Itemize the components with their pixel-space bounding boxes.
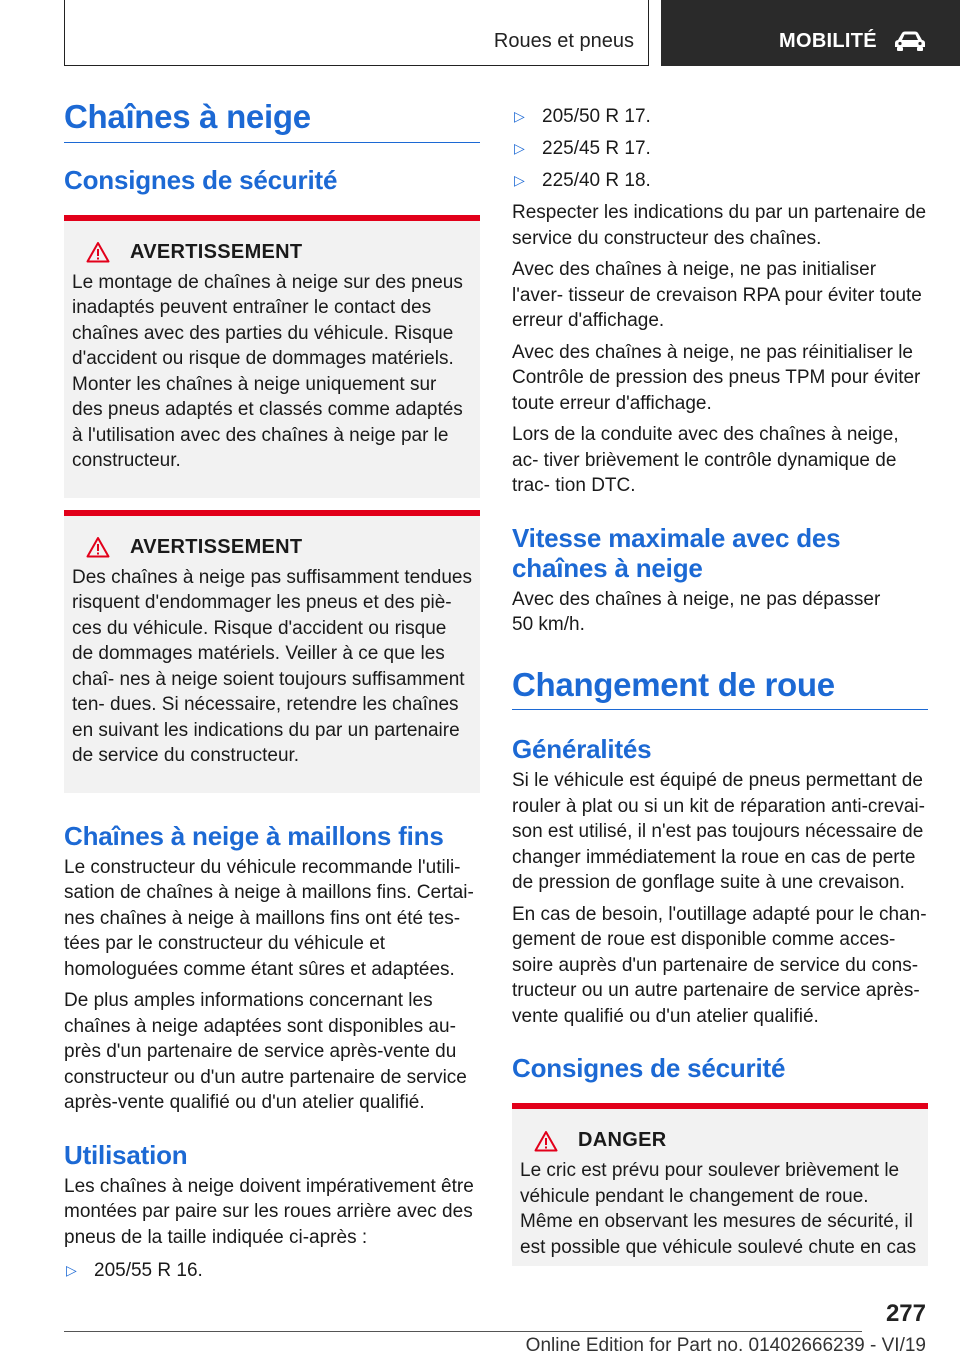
footer-edition: Online Edition for Part no. 01402666239 - VI/19 [525,1335,926,1356]
paragraph: Avec des chaînes à neige, ne pas initialiser l'aver- tisseur de crevaison RPA pour éviter toute erreur d'affichage. [512,259,922,331]
warning-box-2 [64,510,480,793]
paragraph: Les chaînes à neige doivent impérativement être montées par paire sur les roues arrière avec des pneus de la taille indiquée ci-après : [64,1175,474,1248]
paragraph: Respecter les indications du par un partenaire de service du constructeur des chaînes. [512,202,927,249]
warning-text: Des chaînes à neige pas suffisamment tendues risquent d'endommager les pneus et des piè- ces du véhicule. Risque d'accident ou risque de dommages matériels. Veiller à ce que les chaî- nes à neige soient toujours suffisamment ten- dues. Si nécessaire, retendre les chaînes en suivant les indications du par un partenaire de service du constructeur. [72,566,472,767]
heading-wheel-change: Changement de roue [512,666,928,711]
paragraph: De plus amples informations concernant les chaînes à neige adaptées sont disponibles au- près d'un partenaire de service après-vente du constructeur ou d'un autre partenaire de service après-vente qualifié ou d'un atelier qualifié. [64,990,467,1114]
heading-safety-instructions: Consignes de sécurité [64,164,338,195]
list-item-text: 205/55 R 16. [94,1260,203,1282]
list-item [64,1258,480,1284]
paragraph: Si le véhicule est équipé de pneus permettant de rouler à plat ou si un kit de réparation anti-crevai- son est utilisé, il n'est pas toujours nécessaire de changer immédiatement la roue en cas de perte de pression de gonflage suite à une crevaison. [512,770,925,894]
heading-usage: Utilisation [64,1139,188,1170]
danger-text: Le cric est prévu pour soulever brièvement le véhicule pendant le changement de roue. Même en observant les mesures de sécurité, il est possible que véhicule soulevé chute en cas [520,1160,917,1258]
warning-triangle-icon [534,1130,558,1152]
list-item-text: 225/40 R 18. [542,170,651,191]
left-column [64,98,480,1290]
warning-title: AVERTISSEMENT [130,535,303,558]
danger-title: DANGER [578,1129,667,1152]
bullet-triangle-icon: ▷ [514,172,525,188]
warning-title: AVERTISSEMENT [130,240,303,263]
bullet-triangle-icon: ▷ [514,140,525,156]
warning-header [86,536,472,559]
right-column [512,104,928,1266]
danger-box [512,1103,928,1266]
bullet-triangle-icon: ▷ [66,1262,77,1279]
heading-snow-chains: Chaînes à neige [64,98,480,143]
paragraph: Lors de la conduite avec des chaînes à neige, ac- tiver brièvement le contrôle dynamique de trac- tion DTC. [512,424,899,496]
warning-header [86,241,472,264]
paragraph: Avec des chaînes à neige, ne pas dépasser 50 km/h. [512,588,881,635]
heading-general: Généralités [512,734,652,765]
warning-triangle-icon [86,241,110,263]
tire-size-list-continued [512,104,928,194]
heading-fine-link-chains: Chaînes à neige à maillons fins [64,820,444,851]
danger-header [534,1129,920,1152]
list-item [512,136,928,162]
section-title: Roues et pneus [493,30,634,52]
warning-text: Le montage de chaînes à neige sur des pneus inadaptés peuvent entraîner le contact des chaînes avec des parties du véhicule. Risque d'accident ou risque de dommages matériels. Monter les chaînes à neige uniquement sur des pneus adaptés et classés comme adaptés à l'utilisation avec des chaînes à neige par le constructeur. [72,271,463,472]
bullet-triangle-icon: ▷ [514,108,525,124]
header-section-box [64,0,649,66]
heading-safety-instructions: Consignes de sécurité [512,1053,786,1084]
paragraph: En cas de besoin, l'outillage adapté pour le chan- gement de roue est disponible comme acces- soire auprès d'un partenaire de service du cons- tructeur ou un autre partenaire de service après- vente qualifié ou d'un atelier qualifié. [512,903,927,1027]
header-chapter-box [661,0,960,66]
car-icon [893,30,927,52]
paragraph: Avec des chaînes à neige, ne pas réinitialiser le Contrôle de pression des pneus TPM pour éviter toute erreur d'affichage. [512,341,921,414]
paragraph: Le constructeur du véhicule recommande l'utili- sation de chaînes à neige à maillons fins. Certai- nes chaînes à neige à maillons fins ont été tes- tées par le constructeur du véhicule et homologuées comme étant sûres et adaptées. [64,856,474,980]
footer-divider [64,1331,862,1332]
page-number: 277 [885,1300,926,1327]
tire-size-list [64,1258,480,1284]
warning-box-1 [64,215,480,498]
chapter-title: MOBILITÉ [779,30,877,52]
list-item-text: 205/50 R 17. [542,106,651,127]
warning-triangle-icon [86,536,110,558]
list-item-text: 225/45 R 17. [542,138,651,159]
list-item [512,104,928,130]
list-item [512,168,928,194]
heading-max-speed: Vitesse maximale avec des chaînes à neige [512,522,841,583]
page-header [0,0,960,66]
